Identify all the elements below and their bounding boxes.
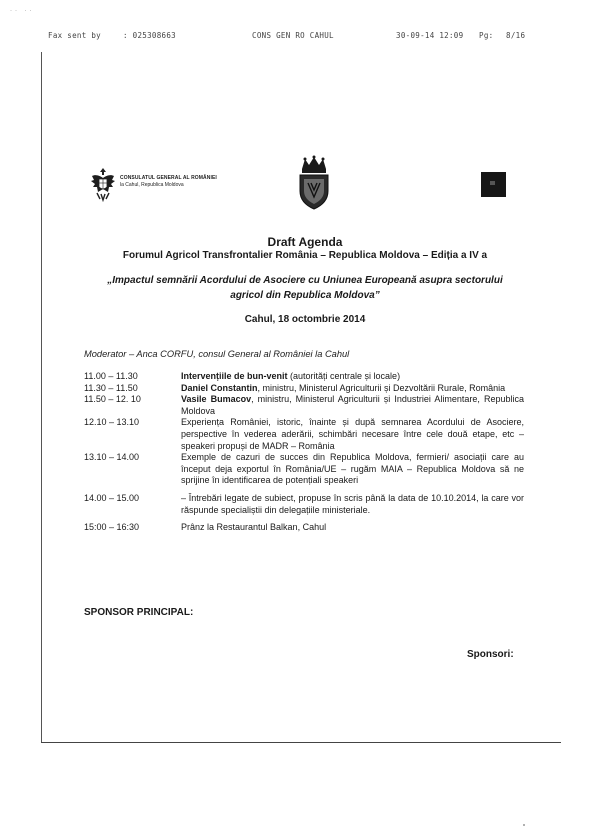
agenda-description xyxy=(181,522,524,534)
agenda-highlight: Vasile Bumacov xyxy=(181,394,252,405)
agenda-text: , ministru, Ministerul Agriculturii și Industriei Alimentare, Republica Moldova xyxy=(181,394,524,416)
romanian-coat-of-arms-icon xyxy=(88,166,118,202)
agenda-time: 13.10 – 14.00 xyxy=(84,452,140,463)
agenda-text: Prânz la Restaurantul Balkan, Cahul xyxy=(181,522,327,533)
agenda-text: – Întrebări legate de subiect, propuse în scris până la data de 10.10.2014, la care vor răspunde specialiștii din delegațiile ministeriale. xyxy=(181,492,524,515)
agenda-text: (autorități centrale și locale) xyxy=(287,371,401,381)
scan-marks: ·· ·· xyxy=(10,8,35,14)
agenda-highlight: Daniel Constantin xyxy=(181,382,258,393)
agenda-description xyxy=(181,394,524,417)
agenda-description xyxy=(181,417,524,452)
agenda-highlight: Intervențiile de bun-venit xyxy=(181,371,288,381)
event-date: Cahul, 18 octombrie 2014 xyxy=(244,314,366,325)
moderator-line: Moderator – Anca CORFU, consul General al României la Cahul xyxy=(84,349,350,359)
fax-sent-by: Fax sent by xyxy=(48,31,101,40)
fax-header xyxy=(40,31,560,43)
agenda-row xyxy=(84,383,524,395)
agenda-time: 11.30 – 11.50 xyxy=(84,382,138,393)
fax-page-label: Pg: xyxy=(479,31,494,40)
consulate-location: la Cahul, Republica Moldova xyxy=(120,181,184,188)
agenda-time: 11.50 – 12. 10 xyxy=(84,394,141,405)
agenda-row xyxy=(84,493,524,516)
agenda-row xyxy=(84,371,524,383)
agenda-time: 15:00 – 16:30 xyxy=(84,522,140,533)
agenda-description xyxy=(181,371,524,383)
agenda-row xyxy=(84,452,524,487)
impact-subtitle-line2: agricol din Republica Moldova” xyxy=(230,290,380,301)
agenda-time: 12.10 – 13.10 xyxy=(84,417,140,428)
fax-page-number: 8/16 xyxy=(506,31,526,40)
agenda-row xyxy=(84,522,524,534)
agenda-title: Draft Agenda xyxy=(267,235,343,249)
agenda-table xyxy=(84,371,524,534)
agenda-description xyxy=(181,383,524,395)
agenda-text: , ministru, Ministerul Agriculturii și Dezvoltării Rurale, România xyxy=(257,382,506,393)
agenda-time: 11.00 – 11.30 xyxy=(84,371,138,381)
fax-number: : 025308663 xyxy=(123,31,176,40)
sponsors-heading: Sponsori: xyxy=(467,649,514,660)
page-border-left xyxy=(41,52,42,742)
consulate-name: CONSULATUL GENERAL AL ROMÂNIEI xyxy=(120,175,217,181)
impact-subtitle xyxy=(60,273,550,303)
agenda-time: 14.00 – 15.00 xyxy=(84,492,140,503)
consulate-text xyxy=(120,175,217,188)
page-border-bottom xyxy=(41,742,561,743)
main-sponsor-heading: SPONSOR PRINCIPAL: xyxy=(84,607,194,618)
agenda-row xyxy=(84,394,524,417)
agenda-row xyxy=(84,417,524,452)
fax-datetime: 30-09-14 12:09 xyxy=(396,31,464,40)
dark-square-logo-icon xyxy=(481,172,506,197)
impact-subtitle-line1: „Impactul semnării Acordului de Asociere cu Uniunea Europeană asupra sectorului xyxy=(107,275,503,286)
forum-title: Forumul Agricol Transfrontalier România – Republica Moldova – Ediția a IV a xyxy=(122,250,488,261)
agenda-description xyxy=(181,493,524,516)
agenda-text: Exemple de cazuri de succes din Republica Moldova, fermieri/ asociații care au început deja exportul în România/UE – rugăm MAIA – Republica Moldova să ne sprijine în identificarea de potențiali speakeri xyxy=(181,452,524,486)
agenda-text: Experiența României, istoric, înainte și după semnarea Acordului de Asociere, perspective în vederea aderării, schimbări necesare între cele două etape, etc – speakeri propuși de MADR – România xyxy=(181,417,524,451)
fax-sender: CONS GEN RO CAHUL xyxy=(252,31,334,40)
crowned-shield-crest-icon xyxy=(294,155,334,211)
agenda-description xyxy=(181,452,524,487)
scan-speck xyxy=(523,824,525,826)
